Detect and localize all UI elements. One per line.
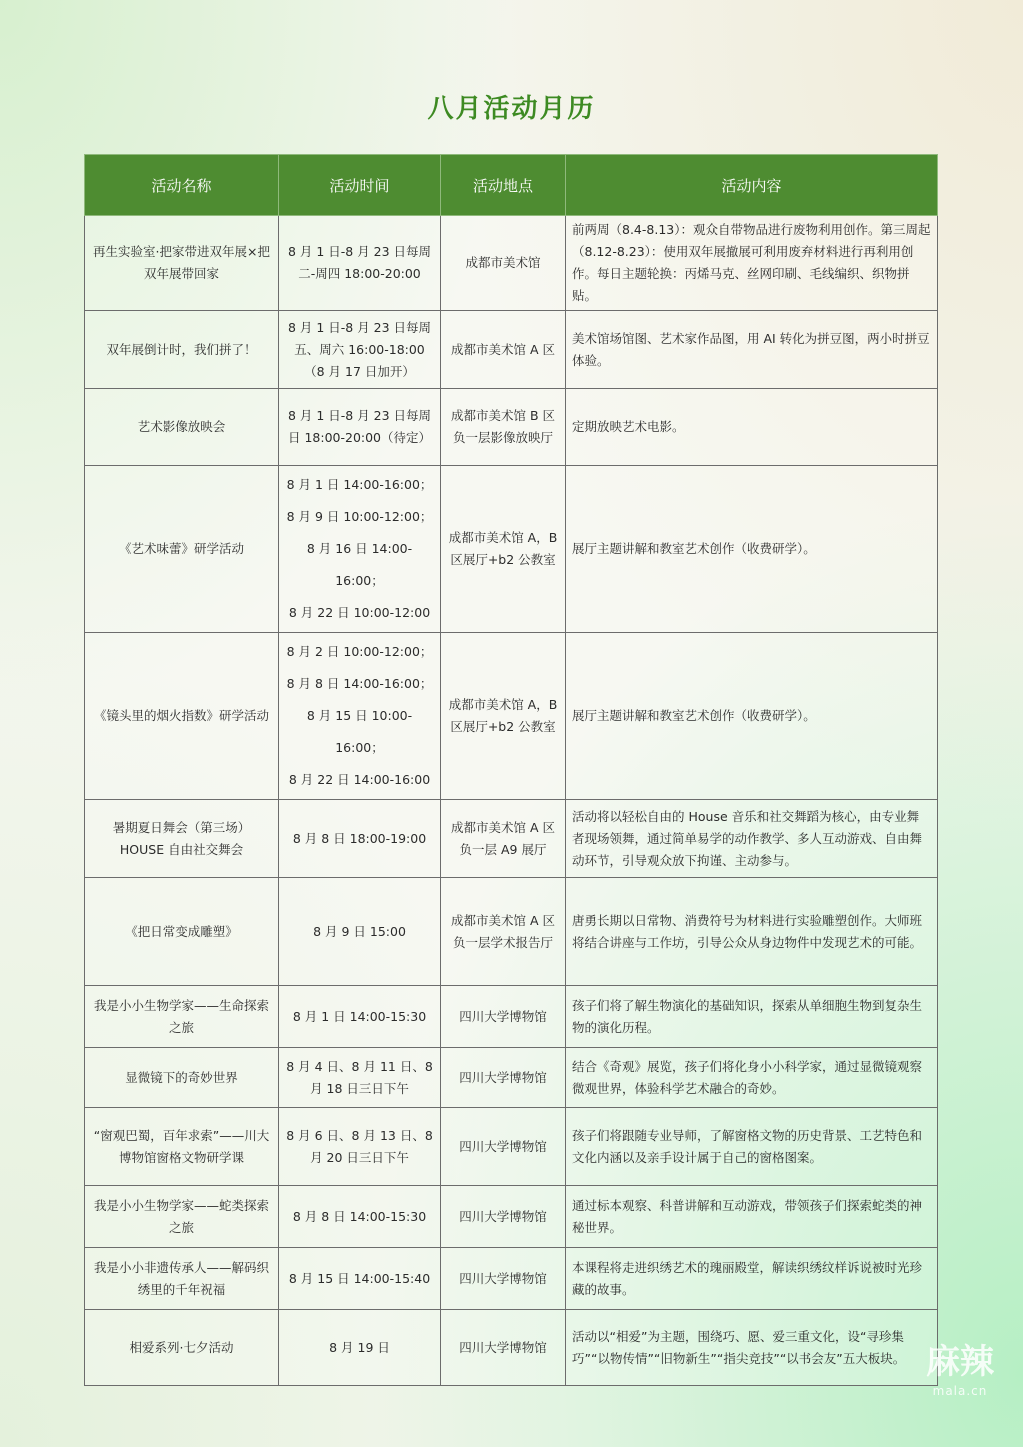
cell-activity-time-line: 8 月 9 日 10:00-12:00； (286, 509, 433, 524)
cell-activity-name-line: 相爱系列·七夕活动 (129, 1339, 234, 1355)
cell-activity-name-line: 《把日常变成雕塑》 (125, 923, 238, 939)
table-row (85, 466, 938, 633)
cell-activity-time (279, 216, 441, 311)
cell-activity-time-line: 8 月 4 日、8 月 11 日、8 月 18 日三日下午 (286, 1058, 433, 1096)
cell-activity-content: 通过标本观察、科普讲解和互动游戏，带领孩子们探索蛇类的神秘世界。 (566, 1186, 938, 1248)
cell-activity-time-line: 8 月 6 日、8 月 13 日、8 月 20 日三日下午 (286, 1127, 433, 1165)
cell-activity-time-line: 8 月 22 日 10:00-12:00 (288, 605, 431, 620)
cell-activity-place-line: 四川大学博物馆 (459, 1339, 547, 1355)
cell-activity-place (441, 1248, 566, 1310)
cell-activity-content: 孩子们将了解生物演化的基础知识，探索从单细胞生物到复杂生物的演化历程。 (566, 986, 938, 1048)
cell-activity-place (441, 1186, 566, 1248)
cell-activity-name (85, 1186, 279, 1248)
table-row (85, 389, 938, 466)
table-row (85, 1108, 938, 1186)
cell-activity-time-line: 8 月 2 日 10:00-12:00； (286, 644, 433, 659)
cell-activity-place-line: 成都市美术馆 B 区负一层影像放映厅 (450, 408, 556, 445)
table-row (85, 311, 938, 389)
table-row (85, 633, 938, 800)
cell-activity-name-line: 暑期夏日舞会（第三场） (112, 819, 251, 835)
cell-activity-name (85, 878, 279, 986)
cell-activity-time (279, 633, 441, 800)
cell-activity-time-line: （8 月 17 日加开） (304, 363, 415, 379)
cell-activity-content: 活动将以轻松自由的 House 音乐和社交舞蹈为核心，由专业舞者现场领舞，通过简单易学的动作教学、多人互动游戏、自由舞动环节，引导观众放下拘谨、主动参与。 (566, 800, 938, 878)
cell-activity-time-line: 8 月 8 日 14:00-16:00； (286, 676, 433, 691)
cell-activity-time (279, 311, 441, 389)
cell-activity-name (85, 800, 279, 878)
table-row (85, 1048, 938, 1108)
cell-activity-content: 孩子们将跟随专业导师，了解窗格文物的历史背景、工艺特色和文化内涵以及亲手设计属于自己的窗格图案。 (566, 1108, 938, 1186)
cell-activity-place-line: 四川大学博物馆 (459, 1270, 547, 1286)
table-row (85, 216, 938, 311)
cell-activity-place (441, 1310, 566, 1386)
watermark-domain: mala.cn (932, 1384, 988, 1398)
cell-activity-name-line: 显微镜下的奇妙世界 (125, 1069, 238, 1085)
cell-activity-name-line: HOUSE 自由社交舞会 (119, 841, 244, 857)
table-row (85, 986, 938, 1048)
header-activity-time: 活动时间 (279, 155, 441, 216)
cell-activity-name-line: 我是小小生物学家——生命探索之旅 (93, 997, 269, 1035)
cell-activity-time (279, 466, 441, 633)
cell-activity-place (441, 986, 566, 1048)
cell-activity-place (441, 1108, 566, 1186)
cell-activity-content: 前两周（8.4-8.13）：观众自带物品进行废物利用创作。第三周起（8.12-8.23）：使用双年展撤展可利用废弃材料进行再利用创作。每日主题轮换：丙烯马克、丝网印刷、毛线编织、织物拼贴。 (566, 216, 938, 311)
cell-activity-name-line: 艺术影像放映会 (137, 419, 226, 434)
cell-activity-name (85, 1310, 279, 1386)
cell-activity-name (85, 311, 279, 389)
cell-activity-time-line: 8 月 8 日 18:00-19:00 (292, 830, 427, 846)
site-watermark (905, 1340, 1015, 1430)
cell-activity-place (441, 216, 566, 311)
header-activity-place: 活动地点 (441, 155, 566, 216)
cell-activity-content: 唐勇长期以日常物、消费符号为材料进行实验雕塑创作。大师班将结合讲座与工作坊，引导公众从身边物件中发现艺术的可能。 (566, 878, 938, 986)
cell-activity-content: 展厅主题讲解和教室艺术创作（收费研学）。 (566, 466, 938, 633)
cell-activity-time (279, 986, 441, 1048)
cell-activity-place (441, 633, 566, 800)
cell-activity-name (85, 466, 279, 633)
cell-activity-place-line: 负一层学术报告厅 (452, 934, 553, 950)
cell-activity-time-line: 8 月 15 日 14:00-15:40 (288, 1270, 431, 1286)
header-activity-name: 活动名称 (85, 155, 279, 216)
cell-activity-name-line: “窗观巴蜀，百年求索”——川大博物馆窗格文物研学课 (93, 1127, 270, 1165)
cell-activity-time-line: 8 月 16 日 14:00-16:00； (306, 541, 413, 588)
activity-calendar-table (84, 154, 938, 1386)
table-row (85, 1310, 938, 1386)
cell-activity-content: 定期放映艺术电影。 (566, 389, 938, 466)
cell-activity-time (279, 1048, 441, 1108)
cell-activity-place (441, 389, 566, 466)
cell-activity-name-line: 再生实验室·把家带进双年展×把双年展带回家 (93, 244, 270, 281)
cell-activity-time (279, 878, 441, 986)
cell-activity-place-line: 四川大学博物馆 (459, 1008, 547, 1024)
table-row (85, 800, 938, 878)
cell-activity-content: 本课程将走进织绣艺术的瑰丽殿堂，解读织绣纹样诉说被时光珍藏的故事。 (566, 1248, 938, 1310)
watermark-logo: 麻辣 (926, 1342, 994, 1382)
cell-activity-place-line: 四川大学博物馆 (459, 1208, 547, 1224)
cell-activity-time-line: 8 月 19 日 (329, 1339, 390, 1355)
table-row (85, 1186, 938, 1248)
cell-activity-name (85, 1248, 279, 1310)
table-header-row (85, 155, 938, 216)
table-row (85, 1248, 938, 1310)
cell-activity-name (85, 1108, 279, 1186)
cell-activity-time (279, 1248, 441, 1310)
cell-activity-place (441, 1048, 566, 1108)
cell-activity-place-line: 成都市美术馆 A 区 (451, 341, 555, 357)
cell-activity-time (279, 1108, 441, 1186)
cell-activity-place-line: 四川大学博物馆 (459, 1138, 547, 1154)
cell-activity-time (279, 800, 441, 878)
cell-activity-time-line: 8 月 1 日-8 月 23 日每周二-周四 18:00-20:00 (287, 244, 432, 281)
cell-activity-name-line: 《艺术味蕾》研学活动 (118, 541, 244, 556)
cell-activity-name (85, 389, 279, 466)
cell-activity-place-line: 成都市美术馆 A，B 区展厅+b2 公教室 (448, 530, 558, 567)
cell-activity-place (441, 878, 566, 986)
cell-activity-place (441, 800, 566, 878)
cell-activity-name-line: 我是小小生物学家——蛇类探索之旅 (93, 1197, 269, 1235)
cell-activity-time-line: 8 月 15 日 10:00-16:00； (306, 708, 413, 755)
cell-activity-time-line: 8 月 1 日-8 月 23 日每周日 18:00-20:00（待定） (287, 408, 432, 445)
cell-activity-time (279, 389, 441, 466)
cell-activity-place-line: 成都市美术馆 A 区 (451, 912, 555, 928)
cell-activity-name-line: 我是小小非遗传承人——解码织绣里的千年祝福 (93, 1259, 269, 1297)
cell-activity-content: 美术馆场馆图、艺术家作品图，用 AI 转化为拼豆图，两小时拼豆体验。 (566, 311, 938, 389)
cell-activity-time-line: 8 月 9 日 15:00 (313, 923, 406, 939)
cell-activity-place-line: 四川大学博物馆 (459, 1069, 547, 1085)
cell-activity-content: 结合《奇观》展览，孩子们将化身小小科学家，通过显微镜观察微观世界，体验科学艺术融合的奇妙。 (566, 1048, 938, 1108)
cell-activity-place (441, 466, 566, 633)
cell-activity-name (85, 986, 279, 1048)
cell-activity-name-line: 双年展倒计时，我们拼了！ (106, 341, 257, 357)
cell-activity-time-line: 8 月 1 日 14:00-15:30 (292, 1008, 427, 1024)
cell-activity-name (85, 216, 279, 311)
cell-activity-time-line: 8 月 8 日 14:00-15:30 (292, 1208, 427, 1224)
cell-activity-place-line: 成都市美术馆 A，B 区展厅+b2 公教室 (448, 697, 558, 734)
cell-activity-place-line: 成都市美术馆 (465, 255, 541, 270)
cell-activity-content: 展厅主题讲解和教室艺术创作（收费研学）。 (566, 633, 938, 800)
cell-activity-name (85, 633, 279, 800)
cell-activity-place-line: 成都市美术馆 A 区负一层 A9 展厅 (451, 819, 555, 857)
cell-activity-time-line: 8 月 22 日 14:00-16:00 (288, 772, 431, 787)
cell-activity-content: 活动以“相爱”为主题，围绕巧、愿、爱三重文化，设“寻珍集巧”“以物传情”“旧物新生”“指尖竞技”“以书会友”五大板块。 (566, 1310, 938, 1386)
table-row (85, 878, 938, 986)
header-activity-content: 活动内容 (566, 155, 938, 216)
cell-activity-name (85, 1048, 279, 1108)
cell-activity-time (279, 1310, 441, 1386)
cell-activity-time-line: 8 月 1 日-8 月 23 日每周五、周六 16:00-18:00 (287, 319, 432, 357)
cell-activity-time-line: 8 月 1 日 14:00-16:00； (286, 477, 433, 492)
page-title: 八月活动月历 (427, 94, 596, 124)
cell-activity-place (441, 311, 566, 389)
cell-activity-time (279, 1186, 441, 1248)
cell-activity-name-line: 《镜头里的烟火指数》研学活动 (93, 708, 269, 723)
